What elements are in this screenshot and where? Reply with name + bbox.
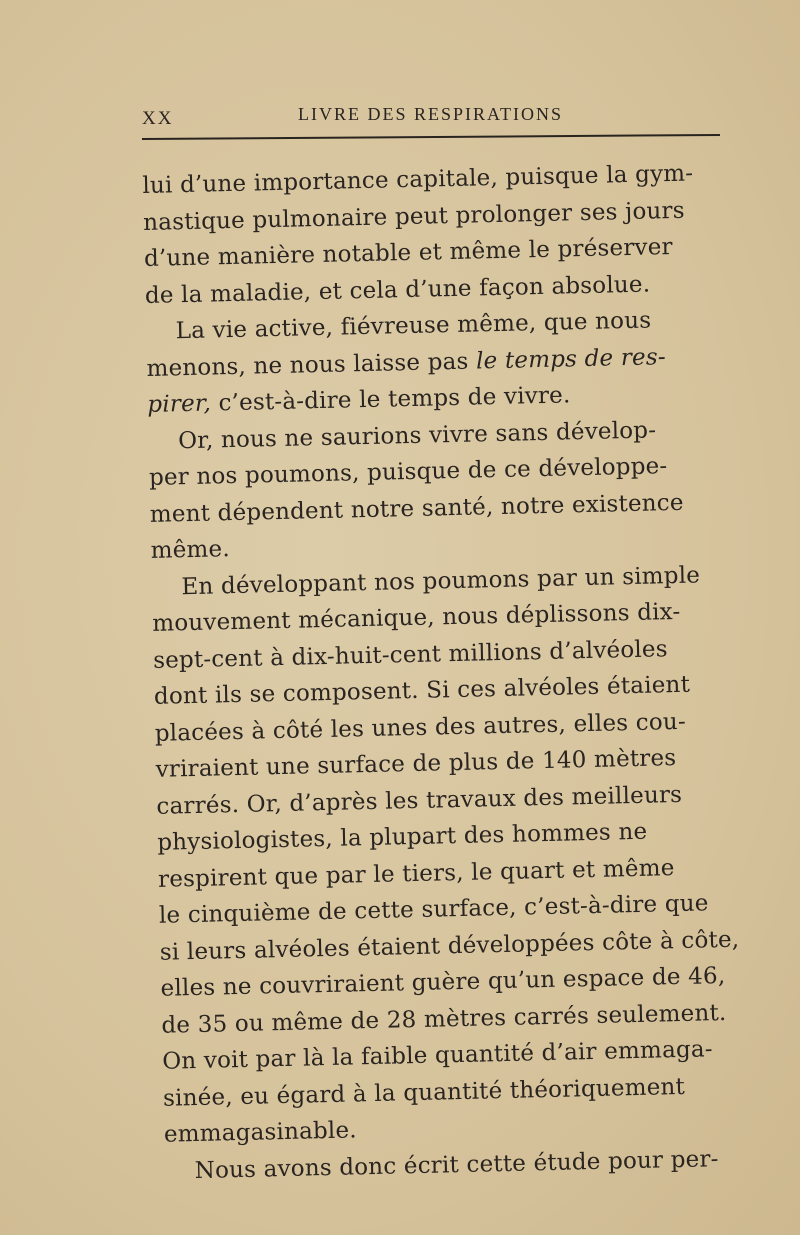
text-line: Nous avons donc écrit cette étude pour per- — [194, 1145, 719, 1184]
text-line: La vie active, fiévreuse même, que nous — [175, 307, 652, 345]
text-line: dont ils se composent. Si ces alvéoles étaient — [153, 671, 691, 710]
header-rule — [142, 134, 720, 140]
text-line: per nos poumons, puisque de ce développe- — [148, 453, 668, 491]
text-segment: c’est-à-dire le temps de vivre. — [218, 382, 571, 417]
text-line: mouvement mécanique, nous déplissons dix- — [152, 598, 681, 637]
text-line: de 35 ou même de 28 mètres carrés seulement. — [161, 999, 727, 1039]
text-line: carrés. Or, d’après les travaux des meilleurs — [156, 781, 683, 820]
text-line: si leurs alvéoles étaient développées côte à côte, — [159, 926, 740, 966]
text-line: le cinquième de cette surface, c’est-à-dire que — [158, 890, 709, 929]
page-number: XX — [142, 108, 174, 129]
text-line: En développant nos poumons par un simple — [181, 561, 701, 600]
text-line: ment dépendent notre santé, notre existence — [149, 489, 684, 528]
text-line: d’une manière notable et même le préserver — [143, 233, 673, 272]
text-line: vriraient une surface de plus de 140 mètres — [155, 745, 677, 783]
text-line: nastique pulmonaire peut prolonger ses jours — [142, 197, 685, 236]
text-line: placées à côté les unes des autres, elles cou- — [154, 708, 687, 747]
italic-phrase: le temps de res- — [475, 343, 667, 374]
text-line: sept-cent à dix-huit-cent millions d’alvéoles — [152, 635, 668, 674]
italic-phrase: pirer, — [147, 390, 212, 418]
text-line: elles ne couvriraient guère qu’un espace de 46, — [160, 962, 726, 1002]
text-line: lui d’une importance capitale, puisque la gym- — [142, 160, 694, 199]
text-line: physiologistes, la plupart des hommes ne — [157, 818, 648, 856]
text-line: emmagasinable. — [163, 1117, 358, 1148]
text-line: même. — [150, 536, 231, 564]
text-segment: menons, ne nous laisse pas — [146, 348, 469, 382]
text-line: de la maladie, et cela d’une façon absolue. — [144, 271, 651, 309]
text-line: Or, nous ne saurions vivre sans dévelop- — [177, 416, 657, 454]
running-title: LIVRE DES RESPIRATIONS — [298, 104, 564, 124]
page-header — [142, 104, 720, 134]
text-line: respirent que par le tiers, le quart et même — [157, 854, 675, 893]
text-line: On voit par là la faible quantité d’air emmaga- — [161, 1036, 714, 1075]
body-text — [142, 155, 745, 1190]
text-line: sinée, eu égard à la quantité théoriquement — [162, 1073, 686, 1112]
